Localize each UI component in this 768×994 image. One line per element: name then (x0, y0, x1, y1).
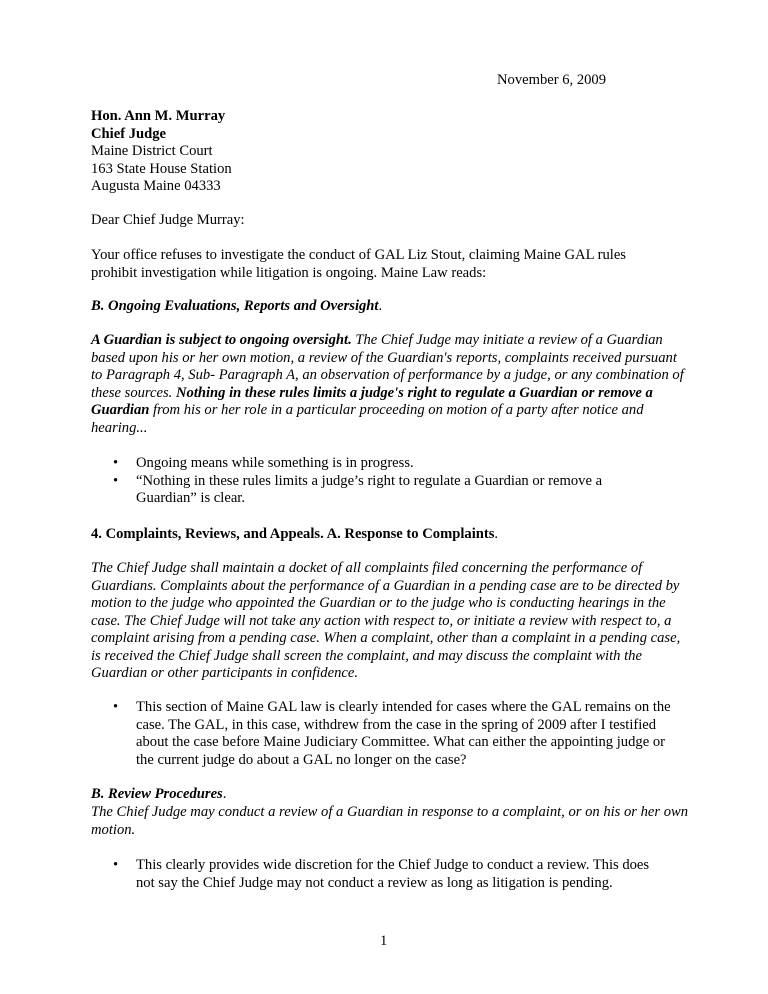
quote-oversight (91, 332, 691, 437)
heading-text: B. Ongoing Evaluations, Reports and Oversight (91, 298, 379, 314)
heading-text: B. Review Procedures (91, 786, 223, 802)
address-line: Augusta Maine 04333 (91, 178, 221, 194)
bullet-text: Ongoing means while something is in progress. (136, 455, 414, 471)
address-line: 163 State House Station (91, 160, 232, 177)
list-item (91, 473, 646, 508)
list-item (91, 857, 671, 892)
intro-line: prohibit investigation while litigation is ongoing. Maine Law reads: (91, 264, 487, 281)
intro-line: Your office refuses to investigate the conduct of GAL Liz Stout, claiming Maine GAL rules (91, 247, 626, 263)
salutation: Dear Chief Judge Murray: (91, 212, 245, 228)
bullet-text: “Nothing in these rules limits a judge’s right to regulate a Guardian or remove a Guardian” is clear. (136, 472, 603, 506)
bullet-text: This clearly provides wide discretion for the Chief Judge to conduct a review. This does not say the Chief Judge may not conduct a review as long as litigation is pending. (136, 857, 650, 891)
page-number: 1 (380, 933, 388, 949)
heading-text: 4. Complaints, Reviews, and Appeals. A. Response to Complaints (91, 526, 495, 542)
quote-text: The Chief Judge may initiate a review of a Guardian based upon his or her own motion, a review of the Guardian's reports, complaints received pursuant to Paragraph 4, Sub- Paragraph A, an observation of performance by a judge, or any combination of these sources. (91, 332, 684, 401)
bullet-icon: • (113, 455, 119, 471)
quote-emphasis: Nothing in these rules limits a judge's right to regulate a Guardian or remove a Guardian (91, 384, 653, 418)
section-heading-review (91, 786, 681, 804)
addressee-name: Hon. Ann M. Murray (91, 108, 226, 124)
heading-period: . (378, 298, 383, 314)
address-line: Maine District Court (91, 143, 213, 159)
bullet-list-review (91, 857, 681, 892)
quote-text: from his or her role in a particular proceeding on motion of a party after notice and hearing... (91, 402, 644, 436)
bullet-icon: • (113, 472, 119, 489)
bullet-icon: • (113, 699, 119, 715)
quote-review: The Chief Judge may conduct a review of a Guardian in response to a complaint, or on his or her own motion. (91, 804, 689, 838)
section-heading-complaints (91, 526, 681, 544)
list-item (91, 455, 646, 473)
bullet-icon: • (113, 857, 119, 873)
heading-period: . (222, 786, 227, 802)
section-heading-oversight (91, 298, 681, 316)
addressee-title: Chief Judge (91, 125, 166, 142)
quote-emphasis: A Guardian is subject to ongoing oversight. (91, 332, 352, 348)
bullet-list-oversight (91, 455, 681, 508)
list-item (91, 699, 671, 769)
heading-period: . (494, 526, 499, 542)
intro-paragraph (91, 247, 681, 282)
letter-date: November 6, 2009 (497, 72, 607, 88)
addressee-block (91, 108, 232, 196)
quote-complaints: The Chief Judge shall maintain a docket of all complaints filed concerning the performance of Guardians. Complaints about the performance of a Guardian in a pending case are to be directed by motion to the judge who appointed the Guardian or to the judge who is conducting hearings in the case. The Chief Judge will not take any action with respect to, or initiate a review with respect to, a complaint arising from a pending case. When a complaint, other than a complaint in a pending case, is received the Chief Judge shall screen the complaint, and may discuss the complaint with the Guardian or other participants in confidence. (91, 560, 681, 681)
bullet-text: This section of Maine GAL law is clearly intended for cases where the GAL remains on the case. The GAL, in this case, withdrew from the case in the spring of 2009 after I testified about the case before Maine Judiciary Committee. What can either the appointing judge or the current judge do about a GAL no longer on the case? (136, 699, 671, 768)
bullet-list-complaints (91, 699, 681, 769)
